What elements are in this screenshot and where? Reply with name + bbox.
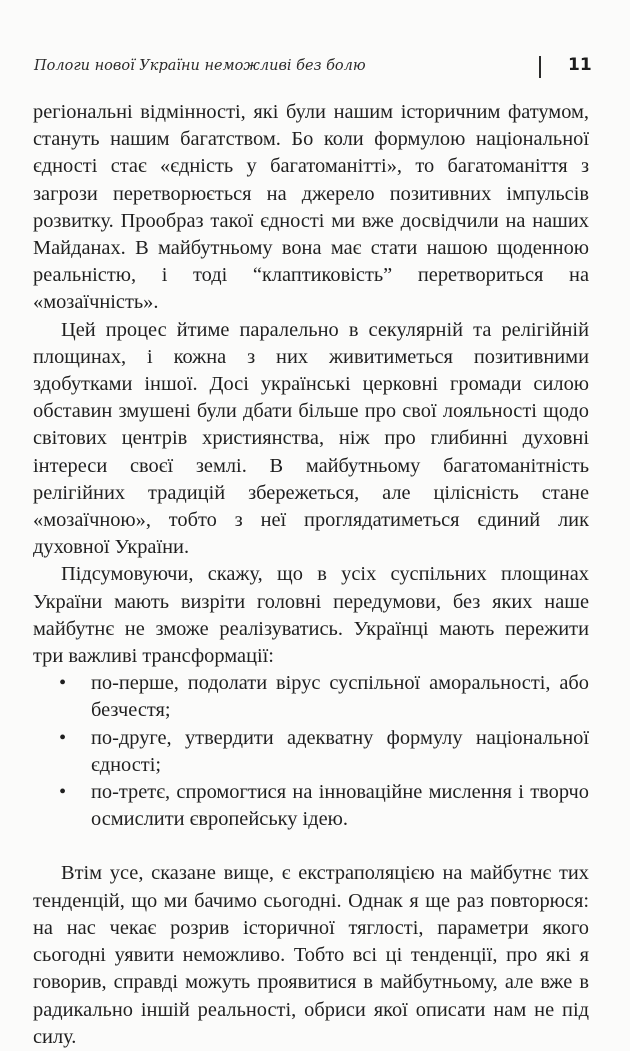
- header-divider: [539, 56, 541, 78]
- transformations-list: [33, 670, 589, 833]
- list-item: [33, 779, 589, 833]
- list-item: [33, 725, 589, 779]
- list-item-text: по-друге, утвердити адекватну формулу національної єдності;: [91, 726, 589, 776]
- section-break: [33, 833, 589, 860]
- paragraph: Цей процес йтиме паралельно в секулярній та релігійній площинах, і кожна з них живитиметься позитивними здобутками іншої. Досі українські церковні громади силою обставин змушені були дбати більше про свої лояльності щодо світових центрів християнства, ніж про глибинні духовні інтереси своєї землі. В майбутньому багатоманітність релігійних традицій збережеться, але цілісність стане «мозаїчною», тобто з неї проглядатиметься єдиний лик духовної України.: [33, 318, 589, 559]
- bullet-icon: •: [59, 672, 67, 695]
- body-text: [33, 99, 589, 1051]
- closing-paragraph: Втім усе, сказане вище, є екстраполяцією на майбутнє тих тенденцій, що ми бачимо сьогодні. Однак я ще раз повторюся: на нас чекає розрив історичної тяглості, параметри якого сьогодні уявити неможливо. Тобто всі ці тенденції, про які я говорив, справді можуть проявитися в майбутньому, але вже в радикально іншій реальності, обриси якої описати нам не під силу.: [33, 862, 589, 1048]
- paragraph: Підсумовуючи, скажу, що в усіх суспільних площинах України мають визріти головні передумови, без яких наше майбутнє не зможе реалізуватись. Українці мають пережити три важливі трансформації:: [33, 563, 589, 668]
- running-header-title: Пологи нової України неможливі без болю: [34, 58, 366, 74]
- list-item-text: по-третє, спромогтися на інноваційне мислення і творчо осмислити європейську ідею.: [91, 781, 589, 831]
- list-item-text: по-перше, подолати вірус суспільної аморальності, або безчестя;: [91, 672, 589, 722]
- bullet-icon: •: [59, 726, 67, 749]
- running-header: [34, 55, 592, 82]
- list-item: [33, 670, 589, 724]
- page-number: 11: [568, 55, 592, 75]
- bullet-icon: •: [59, 781, 67, 804]
- paragraph-continued: регіональні відмінності, які були нашим історичним фатумом, стануть нашим багатством. Бо коли формулою національної єдності стає «єдність у багатоманітті», то багатоманіття з загрози перетворюється на джерело позитивних імпульсів розвитку. Прообраз такої єдності ми вже досвідчили на наших Майданах. В майбутньому вона має стати нашою щоденною реальністю, і тоді “клаптиковість” перетвориться на «мозаїчність».: [33, 101, 589, 314]
